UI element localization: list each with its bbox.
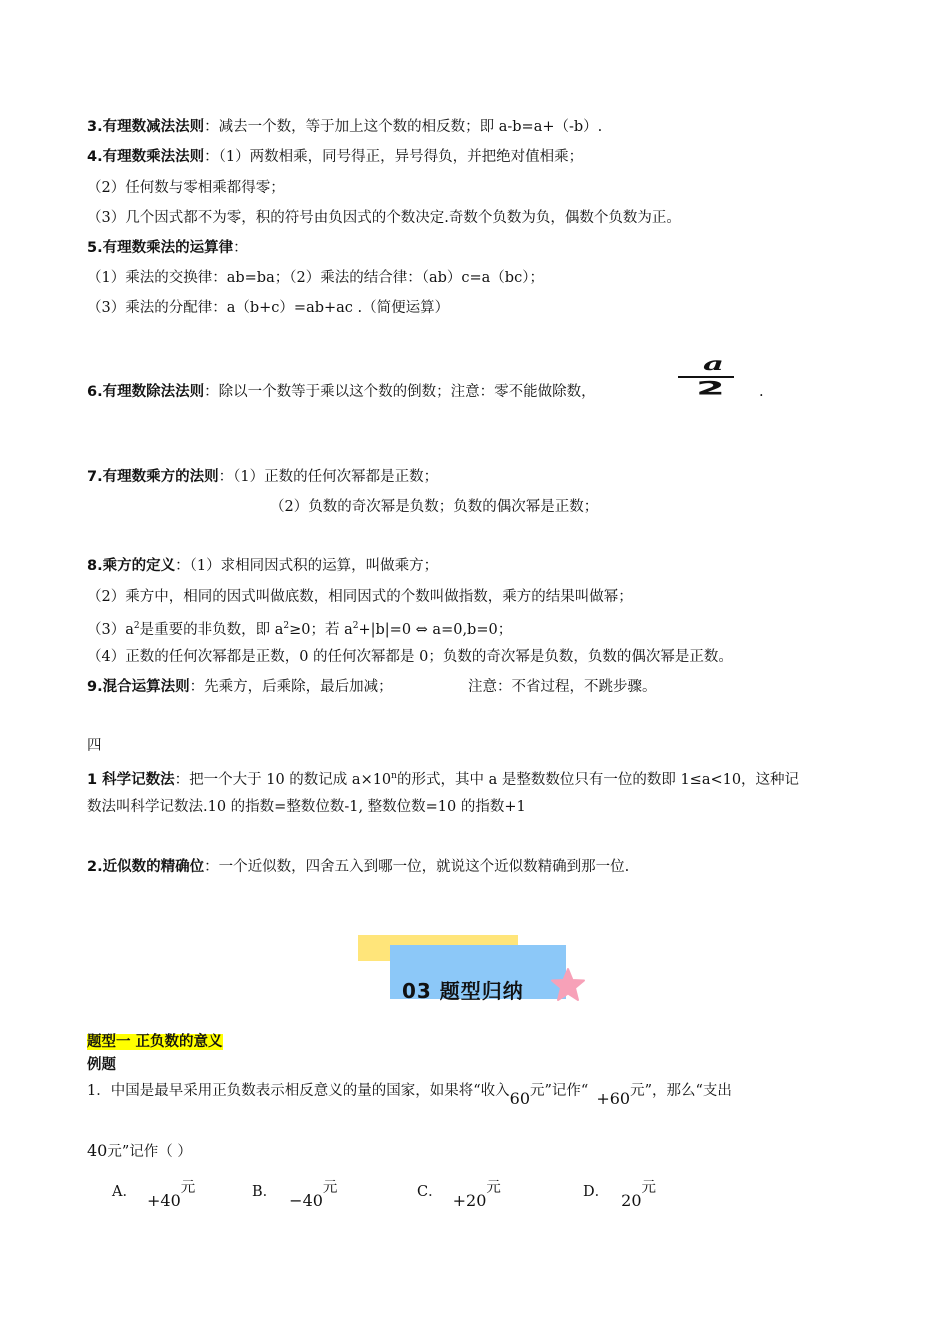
rule-text: （2）任何数与零相乘都得零； (87, 180, 285, 196)
rule-line (87, 178, 285, 198)
rule-text: ：（1）两数相乘，同号得正，异号得负，并把绝对值相乘； (204, 149, 584, 165)
banner-title: 03 题型归纳 (402, 979, 524, 1003)
rule-heading: 7.有理数乘方的法则 (87, 469, 219, 485)
rule-line: （4）正数的任何次幂都是正数，0 的任何次幂都是 0；负数的奇次幂是负数，负数的偶次幂是正数。 (87, 649, 733, 665)
example-label: 例题 (87, 1057, 116, 1073)
rule-text: ：先乘方，后乘除，最后加减； (189, 679, 393, 695)
rule-multiplication (87, 147, 583, 167)
rule-text: ：减去一个数，等于加上这个数的相反数；即 a-b=a+（-b）. (204, 119, 603, 135)
rule-line (87, 298, 449, 318)
rule-heading: 9.混合运算法则 (87, 679, 190, 695)
text-part: 是重要的非负数，即 a (139, 622, 284, 638)
rule-line-nonneg (87, 616, 512, 640)
rule-heading: 3.有理数减法法则 (87, 119, 205, 135)
text-part: 1．中国是最早采用正负数表示相反意义的量的国家，如果将“收入 (87, 1083, 510, 1099)
option-label: A． (112, 1184, 137, 1200)
option-d[interactable] (583, 1180, 656, 1210)
option-c[interactable] (417, 1180, 501, 1210)
rule-text: ：把一个大于 10 的数记成 a×10 (174, 772, 392, 788)
rule-heading: 5.有理数乘法的运算律 (87, 240, 234, 256)
rule-sci-notation (87, 766, 799, 790)
option-unit: 元 (322, 1180, 338, 1196)
question-text-line2 (87, 1141, 192, 1162)
rule-heading: 1 科学记数法 (87, 772, 175, 788)
rule-text: ：一个近似数，四舍五入到哪一位，就说这个近似数精确到那一位. (204, 859, 630, 875)
text-part: 元”记作（ ） (107, 1144, 192, 1160)
rule-power (87, 467, 438, 487)
rule-mixed (87, 677, 393, 697)
superscript: 2 (133, 621, 140, 631)
fraction-denominator: 2 (696, 377, 725, 397)
rule-mult-laws (87, 238, 248, 258)
rule-text: ：（1）正数的任何次幂都是正数； (218, 469, 439, 485)
option-label: C． (417, 1184, 443, 1200)
text-part: 元”记作“ (530, 1083, 589, 1099)
superscript: n (391, 771, 397, 781)
rule-heading: 6.有理数除法法则 (87, 384, 205, 400)
rule-text: （3）乘法的分配律：a（b+c）=ab+ac .（简便运算） (87, 300, 450, 316)
rule-heading: 2.近似数的精确位 (87, 859, 205, 875)
rule-heading: 4.有理数乘法法则 (87, 149, 205, 165)
rule-heading: 8.乘方的定义 (87, 558, 176, 574)
superscript: 2 (352, 621, 359, 631)
section-number: 四 (87, 738, 102, 754)
rule-text: 的形式，其中 a 是整数数位只有一位的数即 1≤a<10，这种记 (396, 772, 800, 788)
type-title-highlight: 题型一 正负数的意义 (87, 1034, 223, 1050)
question-type-title (87, 1032, 223, 1052)
rule-text: （1）乘法的交换律：ab=ba；（2）乘法的结合律：（ab）c=a（bc）； (87, 270, 544, 286)
rule-approx (87, 857, 629, 877)
rule-text: ：（1）求相同因式积的运算，叫做乘方； (175, 558, 439, 574)
superscript: 2 (283, 621, 290, 631)
math-value: 60 (509, 1089, 530, 1108)
period: . (759, 384, 764, 400)
fraction-numerator: a (703, 357, 725, 375)
option-label: B． (252, 1184, 278, 1200)
option-unit: 元 (641, 1180, 656, 1196)
rule-line: 数法叫科学记数法.10 的指数=整数位数-1, 整数位数=10 的指数+1 (87, 799, 526, 815)
text-part: （3）a (87, 622, 134, 638)
option-label: D． (583, 1184, 610, 1200)
text-part: ≥0；若 a (289, 622, 353, 638)
text-part: +|b|=0 ⇔ a=0,b=0； (358, 622, 513, 638)
option-unit: 元 (180, 1180, 196, 1196)
rule-division (87, 382, 596, 402)
math-value: 40 (87, 1141, 108, 1160)
option-math: +40 (146, 1191, 181, 1210)
rule-text: ： (233, 240, 248, 256)
option-math: −40 (289, 1191, 323, 1210)
option-math: 20 (621, 1191, 642, 1210)
option-a[interactable] (112, 1180, 196, 1210)
rule-line (87, 208, 681, 228)
rule-line: （2）乘方中，相同的因式叫做底数，相同因式的个数叫做指数，乘方的结果叫做幂； (87, 589, 633, 605)
option-unit: 元 (486, 1180, 501, 1196)
question-text (87, 1080, 732, 1108)
rule-note: 注意：不省过程，不跳步骤。 (468, 679, 657, 695)
text-part: 元”，那么“支出 (630, 1083, 732, 1099)
rule-text: ：除以一个数等于乘以这个数的倒数；注意：零不能做除数， (204, 384, 596, 400)
rule-text: （3）几个因式都不为零，积的符号由负因式的个数决定.奇数个负数为负，偶数个负数为正。 (87, 210, 681, 226)
rule-line: （2）负数的奇次幂是负数；负数的偶次幂是正数； (270, 499, 599, 515)
option-math: +20 (452, 1191, 487, 1210)
rule-subtraction (87, 117, 602, 137)
fraction-a-over-2 (672, 357, 742, 397)
math-value: +60 (596, 1089, 631, 1108)
rule-line (87, 268, 544, 288)
option-b[interactable] (252, 1180, 338, 1210)
star-icon (550, 967, 586, 1003)
rule-power-def (87, 556, 438, 576)
section-banner (358, 935, 590, 1007)
